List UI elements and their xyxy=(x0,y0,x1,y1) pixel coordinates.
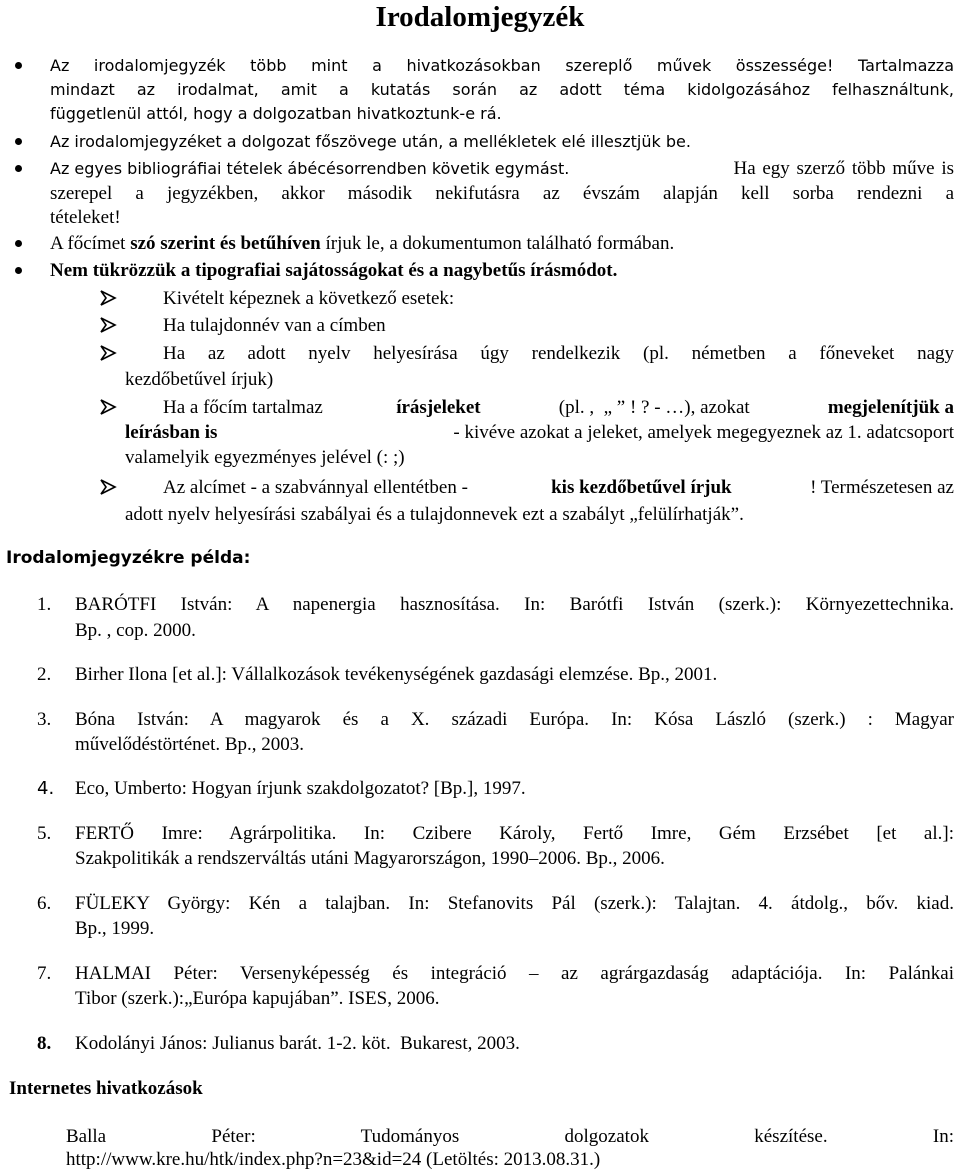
bullet-4-post: írjuk le, a dokumentumon található formában. xyxy=(320,233,675,254)
bullet-dot-icon xyxy=(15,138,22,145)
reference-number: 6. xyxy=(37,893,52,914)
reference-number: 2. xyxy=(37,664,52,685)
reference-1-line-2: Bp. , cop. 2000. xyxy=(75,620,196,641)
reference-5-line-2: Szakpolitikák a rendszerváltás utáni Magyarországon, 1990–2006. Bp., 2006. xyxy=(75,848,665,869)
exception-2: Ha tulajdonnév van a címben xyxy=(163,315,386,336)
exception-5-line-1 xyxy=(163,476,954,500)
exception-4-pre: Ha a főcím tartalmaz xyxy=(163,397,323,418)
reference-6-line-1: FÜLEKY György: Kén a talajban. In: Stefanovits Pál (szerk.): Talajtan. 4. átdolg., bőv. kiad. xyxy=(75,893,954,914)
reference-4-line-1: Eco, Umberto: Hogyan írjunk szakdolgozatot? [Bp.], 1997. xyxy=(75,778,526,799)
bullet-1-line-3: függetlenül attól, hogy a dolgozatban hivatkoztunk-e rá. xyxy=(50,104,502,123)
reference-3-line-1: Bóna István: A magyarok és a X. századi Európa. In: Kósa László (szerk.) : Magyar xyxy=(75,709,954,730)
bullet-dot-icon xyxy=(15,267,22,274)
exception-4-line-3: valamelyik egyezményes jelével (: ;) xyxy=(125,447,405,468)
exception-1: Kivételt képeznek a következő esetek: xyxy=(163,288,455,309)
reference-number: 8. xyxy=(37,1033,52,1054)
bullet-1-line-2: mindazt az irodalmat, amit a kutatás során az adott téma kidolgozásához felhasználtunk, xyxy=(50,80,954,99)
reference-2-line-1: Birher Ilona [et al.]: Vállalkozások tevékenységének gazdasági elemzése. Bp., 2001. xyxy=(75,664,718,685)
reference-8-line-1: Kodolányi János: Julianus barát. 1-2. köt. Bukarest, 2003. xyxy=(75,1033,520,1054)
reference-number: 5. xyxy=(37,823,52,844)
internet-ref-link[interactable]: http://www.kre.hu/htk/index.php?n=23&id=24 (Letöltés: 2013.08.31.) xyxy=(66,1149,601,1170)
bullet-4 xyxy=(50,232,674,256)
bullet-3-part-a: Az egyes bibliográfiai tételek ábécésorrendben követik egymást. xyxy=(50,159,570,178)
reference-7-line-2: Tibor (szerk.):„Európa kapujában”. ISES, 2006. xyxy=(75,988,440,1009)
exception-4-line-1 xyxy=(163,396,954,420)
example-heading: Irodalomjegyzékre példa: xyxy=(6,548,251,568)
bullet-4-bold: szó szerint és betűhíven xyxy=(130,233,321,254)
exception-4-bold-3: leírásban is xyxy=(125,422,218,443)
reference-3-line-2: művelődéstörténet. Bp., 2003. xyxy=(75,734,305,755)
page-title: Irodalomjegyzék xyxy=(375,1,585,33)
reference-number: 3. xyxy=(37,709,52,730)
reference-5-line-1: FERTŐ Imre: Agrárpolitika. In: Czibere Károly, Fertő Imre, Gém Erzsébet [et al.]: xyxy=(75,823,954,844)
bullet-3-line-3: tételeket! xyxy=(50,207,121,228)
arrow-outline-icon xyxy=(98,315,118,335)
reference-number: 4. xyxy=(37,778,55,799)
exception-5-post: ! Természetesen az xyxy=(810,477,954,498)
internet-ref-line-1: Balla Péter: Tudományos dolgozatok készítése. In: xyxy=(66,1126,954,1147)
reference-number: 7. xyxy=(37,963,52,984)
exception-4-bold: írásjeleket xyxy=(396,397,481,418)
reference-6-line-2: Bp., 1999. xyxy=(75,918,155,939)
bullet-dot-icon xyxy=(15,62,22,69)
exception-3-line-1: Ha az adott nyelv helyesírása úgy rendelkezik (pl. németben a főneveket nagy xyxy=(163,343,954,364)
bullet-4-pre: A főcímet xyxy=(50,233,131,254)
exception-3-line-2: kezdőbetűvel írjuk) xyxy=(125,369,274,390)
bullet-3-line-1 xyxy=(50,157,954,181)
arrow-outline-icon xyxy=(98,343,118,363)
exception-4-bold-2: megjelenítjük a xyxy=(827,397,954,418)
bullet-3-line-2: szerepel a jegyzékben, akkor második nekifutásra az évszám alapján kell sorba rendezni a xyxy=(50,183,954,204)
bullet-dot-icon xyxy=(15,240,22,247)
arrow-outline-icon xyxy=(98,288,118,308)
reference-7-line-1: HALMAI Péter: Versenyképesség és integráció – az agrárgazdaság adaptációja. In: Palánkai xyxy=(75,963,954,984)
exception-4-line-2 xyxy=(125,421,954,445)
exception-5-line-2: adott nyelv helyesírási szabályai és a tulajdonnevek ezt a szabályt „felülírhatják”. xyxy=(125,504,744,525)
bullet-3-part-b: Ha egy szerző több műve is xyxy=(733,158,954,179)
bullet-1-line-1: Az irodalomjegyzék több mint a hivatkozásokban szereplő művek összessége! Tartalmazza xyxy=(50,56,954,75)
bullet-5: Nem tükrözzük a tipografiai sajátosságokat és a nagybetűs írásmódot. xyxy=(50,260,618,281)
arrow-outline-icon xyxy=(98,397,118,417)
arrow-outline-icon xyxy=(98,477,118,497)
bullet-2: Az irodalomjegyzéket a dolgozat főszövege után, a mellékletek elé illesztjük be. xyxy=(50,132,691,151)
exception-4-mid: (pl. , „ ” ! ? - …), azokat xyxy=(554,397,755,418)
exception-4-post: - kivéve azokat a jeleket, amelyek megegyeznek az 1. adatcsoport xyxy=(453,422,954,443)
exception-5-bold: kis kezdőbetűvel írjuk xyxy=(551,477,732,498)
exception-5-pre: Az alcímet - a szabvánnyal ellentétben - xyxy=(163,477,473,498)
reference-number: 1. xyxy=(37,594,52,615)
reference-1-line-1: BARÓTFI István: A napenergia hasznosítása. In: Barótfi István (szerk.): Környezettechnika. xyxy=(75,594,954,615)
internet-heading: Internetes hivatkozások xyxy=(9,1078,203,1099)
bullet-dot-icon xyxy=(15,165,22,172)
